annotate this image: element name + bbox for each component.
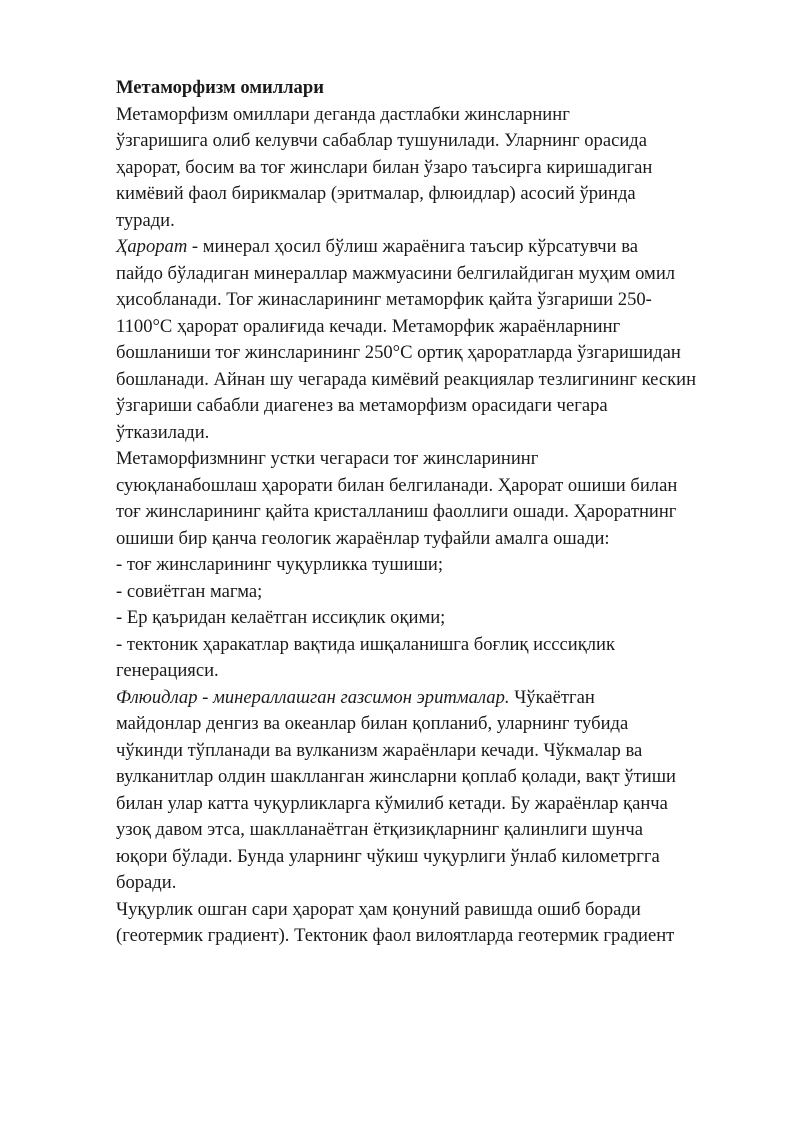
fluids-line: билан улар катта чуқурликларга кўмилиб кетади. Бу жараёнлар қанча bbox=[116, 792, 668, 814]
upper-limit-line: ошиши бир қанча геологик жараёнлар туфайли амалга ошади: bbox=[116, 527, 610, 549]
fluids-line: майдонлар денгиз ва океанлар билан қопланиб, уларнинг тубида bbox=[116, 713, 629, 734]
cause-list-item: - тектоник ҳаракатлар вақтида ишқаланишга боғлиқ исссиқлик bbox=[116, 633, 616, 655]
temperature-line: бошланади. Айнан шу чегарада кимёвий реакциялар тезлигининг кескин bbox=[116, 368, 697, 390]
cause-list-item: - Ер қаъридан келаётган иссиқлик оқими; bbox=[116, 607, 446, 628]
fluids-line: узоқ давом этса, шаклланаётган ётқизиқларнинг қалинлиги шунча bbox=[116, 819, 643, 840]
section-title: Метаморфизм омиллари bbox=[116, 77, 324, 98]
cause-list-item: - совиётган магма; bbox=[116, 580, 263, 602]
cause-list-item: генерацияси. bbox=[116, 660, 219, 681]
fluids-line: чўкинди тўпланади ва вулканизм жараёнлари кечади. Чўкмалар ва bbox=[116, 739, 643, 761]
upper-limit-line: суюқланабошлаш ҳарорати билан белгиланади. Ҳарорат ошиши билан bbox=[116, 474, 678, 496]
depth-line: (геотермик градиент). Тектоник фаол вилоятларда геотермик градиент bbox=[116, 925, 675, 946]
temperature-paragraph-first-line bbox=[116, 234, 760, 261]
intro-line: кимёвий фаол бирикмалар (эритмалар, флюидлар) асосий ўринда bbox=[116, 183, 636, 204]
temperature-line: ҳисобланади. Тоғ жинасларининг метаморфик қайта ўзгариши 250- bbox=[116, 289, 652, 310]
fluids-line: вулканитлар олдин шаклланган жинсларни қоплаб қолади, вақт ўтиши bbox=[116, 766, 676, 787]
temperature-line: ўтказилади. bbox=[116, 421, 210, 443]
intro-line: Метаморфизм омиллари деганда дастлабки жинсларнинг bbox=[116, 103, 570, 125]
intro-line: ўзгаришига олиб келувчи сабаблар тушунилади. Уларнинг орасида bbox=[116, 130, 648, 151]
temperature-line: 1100°С ҳарорат оралиғида кечади. Метаморфик жараёнларнинг bbox=[116, 315, 621, 337]
upper-limit-line: Метаморфизмнинг устки чегараси тоғ жинсларининг bbox=[116, 448, 539, 469]
temperature-line: пайдо бўладиган минераллар мажмуасини белгилайдиган муҳим омил bbox=[116, 262, 676, 284]
intro-line: ҳарорат, босим ва тоғ жинслари билан ўзаро таъсирга киришадиган bbox=[116, 156, 653, 178]
fluids-paragraph-first-line bbox=[116, 685, 760, 712]
temperature-line: бошланиши тоғ жинсларининг 250°С ортиқ ҳароратларда ўзгаришидан bbox=[116, 342, 681, 363]
temperature-definition: - минерал ҳосил бўлиш жараёнига таъсир кўрсатувчи ва bbox=[187, 236, 639, 257]
fluids-line: юқори бўлади. Бунда уларнинг чўкиш чуқурлиги ўнлаб километргга bbox=[116, 845, 660, 867]
temperature-term: Ҳарорат bbox=[116, 236, 188, 257]
depth-line: Чуқурлик ошган сари ҳарорат ҳам қонуний равишда ошиб боради bbox=[116, 898, 641, 920]
intro-line: туради. bbox=[116, 209, 175, 231]
document-body bbox=[116, 75, 760, 950]
fluids-term: Флюидлар - минераллашган газсимон эритмалар. bbox=[116, 686, 510, 708]
temperature-line: ўзгариши сабабли диагенез ва метаморфизм орасидаги чегара bbox=[116, 395, 608, 416]
fluids-continuation: Чўкаётган bbox=[509, 686, 595, 708]
fluids-line: боради. bbox=[116, 872, 177, 893]
cause-list-item: - тоғ жинсларининг чуқурликка тушиши; bbox=[116, 554, 444, 575]
upper-limit-line: тоғ жинсларининг қайта кристалланиш фаоллиги ошади. Ҳароратнинг bbox=[116, 501, 677, 522]
